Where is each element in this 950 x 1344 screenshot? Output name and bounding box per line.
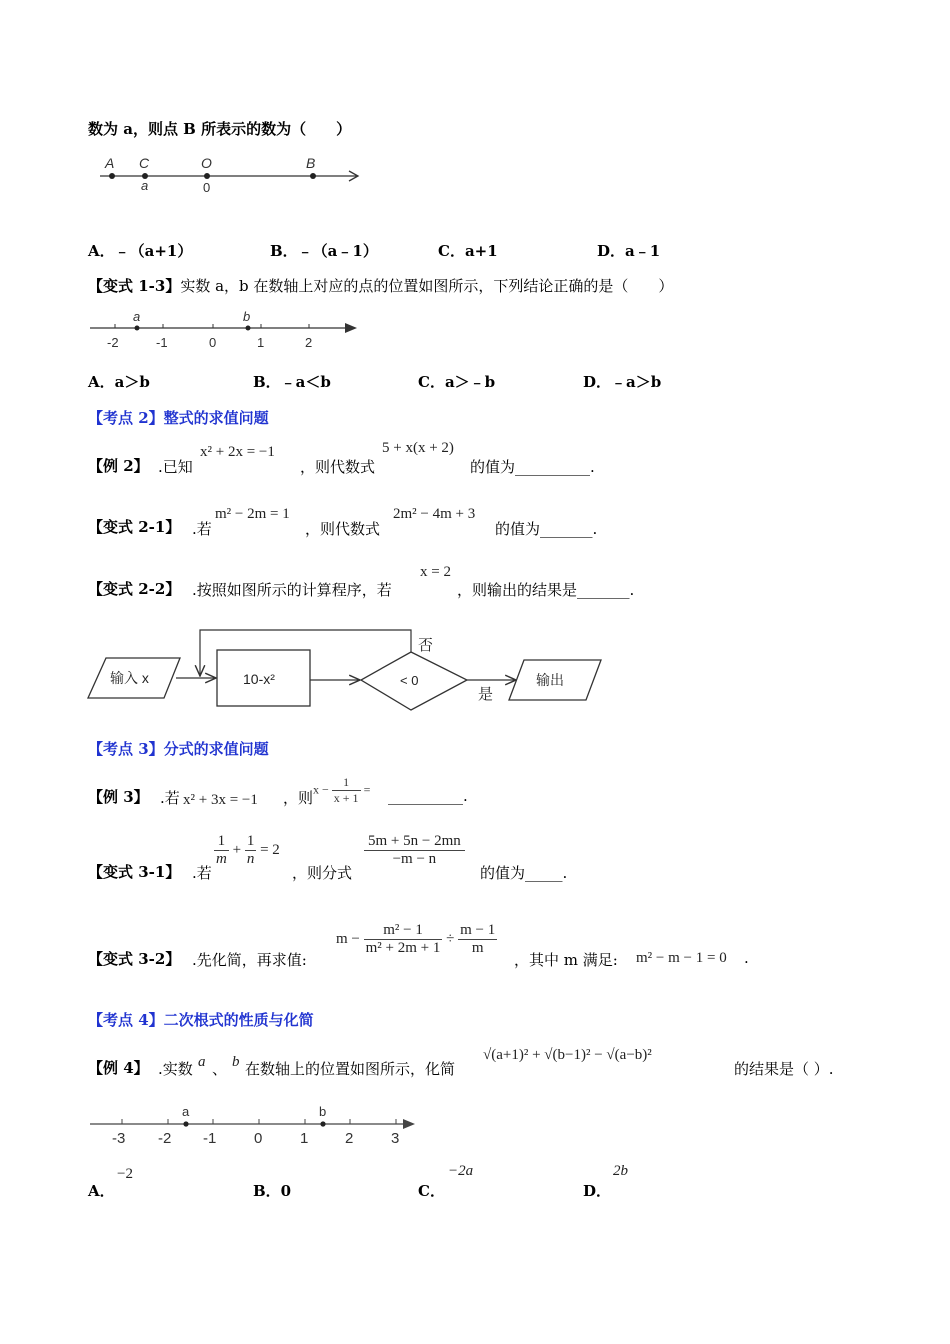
variant-2-1-condition: m² − 2m = 1 [215, 506, 290, 522]
number-line-figure-2 [85, 305, 365, 355]
example-4-b: b [232, 1054, 240, 1070]
tick-label: 0 [209, 335, 217, 350]
variant-3-2-expression [336, 922, 497, 957]
point-a [109, 173, 115, 179]
process-label: 10-x² [243, 671, 275, 687]
option-c-value: −2a [448, 1163, 474, 1179]
tick-label: 1 [300, 1130, 309, 1147]
example-2-pre: .已知 [158, 458, 193, 476]
option-b: B．﹣a＜b [253, 373, 331, 391]
option-a: A． [88, 1182, 115, 1200]
option-a: A．a＞b [88, 373, 150, 391]
example-4-expression: √(a+1)² + √(b−1)² − √(a−b)² [483, 1047, 652, 1063]
variant-3-2-end: . [744, 949, 749, 967]
example-3-tag: 【例 3】 [88, 788, 149, 806]
variant-3-1-pre: .若 [192, 864, 212, 882]
label-b-upper: B [306, 155, 316, 171]
example-2-mid: ，则代数式 [300, 458, 376, 476]
expr-lead: m − [336, 930, 360, 947]
tick-label: 2 [305, 335, 313, 350]
expr-lead: x − [313, 782, 329, 797]
variant-2-1-post: 的值为_______. [495, 520, 598, 538]
numerator: 1 [246, 833, 255, 849]
section-title-4: 【考点 4】二次根式的性质与化简 [88, 1011, 314, 1029]
variant-3-1-mid: ，则分式 [292, 864, 353, 882]
label-a: a [182, 1104, 190, 1119]
variant-2-2-post: ，则输出的结果是_______. [457, 581, 635, 599]
example-2-tag: 【例 2】 [88, 457, 149, 475]
tick-label: -1 [203, 1130, 217, 1147]
variant-2-2-tag: 【变式 2-2】 [88, 580, 181, 598]
label-b: b [319, 1104, 327, 1119]
tick-label: -3 [112, 1130, 126, 1147]
question-stem: 数为 a，则点 B 所表示的数为（ ） [88, 120, 352, 138]
fraction-1-over-m [214, 833, 229, 868]
option-b: B．0 [253, 1182, 292, 1200]
variant-3-1-condition [214, 833, 280, 868]
numerator: m² − 1 [364, 922, 443, 940]
example-2-post: 的值为__________. [470, 458, 595, 476]
numerator: m − 1 [460, 922, 496, 938]
label-o: O [201, 155, 212, 171]
decision-label: < 0 [400, 673, 419, 688]
equals-two: = 2 [260, 841, 280, 858]
tick-label: 3 [391, 1130, 400, 1147]
flowchart [80, 622, 610, 718]
label-a: a [133, 309, 141, 324]
divide: ÷ [446, 930, 455, 947]
option-d: D．﹣a＞b [583, 373, 662, 391]
option-c: C． [418, 1182, 445, 1200]
label-b: b [243, 309, 251, 324]
numerator: 1 [214, 833, 229, 851]
example-2-condition: x² + 2x = −1 [200, 444, 275, 460]
axis-arrow [403, 1119, 415, 1129]
numerator: 5m + 5n − 2mn [364, 833, 465, 851]
fraction-2 [458, 922, 497, 957]
variant-3-2-tag: 【变式 3-2】 [88, 950, 181, 968]
label-zero: 0 [203, 180, 211, 195]
option-c: C．a＞﹣b [418, 373, 496, 391]
variant-3-2-pre: .先化简，再求值: [192, 951, 307, 969]
variant-3-1-fraction [364, 833, 465, 868]
point-a [135, 326, 140, 331]
point-o [204, 173, 210, 179]
variant-1-3 [88, 275, 673, 296]
example-4-sep: 、 [212, 1060, 228, 1078]
tick-label: 0 [254, 1130, 263, 1147]
example-3-blank: __________. [388, 787, 468, 805]
variant-3-2-condition: m² − m − 1 = 0 [636, 950, 727, 966]
output-label: 输出 [536, 672, 564, 688]
equals: = [363, 782, 371, 797]
yes-label: 是 [478, 686, 494, 703]
variant-2-2-condition: x = 2 [420, 564, 451, 580]
axis-arrow [345, 323, 357, 333]
point-b [320, 1121, 325, 1126]
tick-label: -2 [107, 335, 119, 350]
example-3-mid: ，则 [283, 789, 314, 807]
tick-label: 2 [345, 1130, 354, 1147]
section-title-2: 【考点 2】整式的求值问题 [88, 409, 269, 427]
option-d-value: 2b [613, 1163, 628, 1179]
fraction-1-over-n [245, 833, 257, 868]
denominator: n [246, 851, 255, 867]
variant-3-2-mid: ，其中 m 满足: [514, 951, 618, 969]
section-title-3: 【考点 3】分式的求值问题 [88, 740, 269, 758]
tick-label: 1 [257, 335, 265, 350]
variant-2-2-pre: .按照如图所示的计算程序，若 [192, 581, 392, 599]
option-b: B．﹣（a﹣1） [270, 242, 378, 260]
example-3-condition: x² + 3x = −1 [183, 792, 258, 808]
example-4-a: a [198, 1054, 206, 1070]
variant-tag: 【变式 1-3】 [88, 277, 181, 295]
tick-label: -1 [156, 335, 168, 350]
denominator: m [471, 940, 484, 956]
example-3-expression [313, 775, 370, 806]
option-d: D．a﹣1 [597, 242, 661, 260]
label-a-value: a [141, 178, 149, 193]
example-4-mid: 在数轴上的位置如图所示，化简 [245, 1060, 456, 1078]
example-4-tag: 【例 4】 [88, 1059, 149, 1077]
variant-2-1-pre: .若 [192, 520, 212, 538]
variant-3-1-post: 的值为_____. [480, 864, 568, 882]
point-a [183, 1121, 188, 1126]
example-4-pre: .实数 [158, 1060, 193, 1078]
denominator: −m − n [392, 851, 437, 867]
variant-2-1-expression: 2m² − 4m + 3 [393, 506, 476, 522]
example-3-pre: .若 [160, 789, 180, 807]
plus: + [232, 841, 242, 858]
fraction [364, 833, 465, 868]
no-label: 否 [418, 637, 434, 654]
number-line-figure-1 [95, 150, 370, 198]
number-line-figure-3 [85, 1100, 425, 1150]
numerator: 1 [332, 775, 361, 791]
option-d: D． [583, 1182, 612, 1200]
denominator: m [216, 851, 227, 867]
point-b [246, 326, 251, 331]
denominator: x + 1 [333, 791, 359, 805]
fraction [332, 775, 361, 806]
tick-label: -2 [158, 1130, 172, 1147]
variant-text: 实数 a，b 在数轴上对应的点的位置如图所示，下列结论正确的是（ ） [180, 277, 674, 295]
option-a-value: −2 [117, 1166, 133, 1182]
point-b [310, 173, 316, 179]
input-label: 输入 x [110, 670, 149, 686]
label-c: C [139, 155, 150, 171]
option-a: A．﹣（a+1） [88, 242, 193, 260]
fraction-1 [364, 922, 443, 957]
label-a-upper: A [105, 155, 115, 171]
denominator: m² + 2m + 1 [365, 940, 441, 956]
option-c: C．a+1 [438, 242, 498, 260]
variant-2-1-tag: 【变式 2-1】 [88, 518, 181, 536]
example-4-post: 的结果是（ ）. [734, 1060, 834, 1078]
variant-2-1-mid: ，则代数式 [305, 520, 381, 538]
example-2-expression: 5 + x(x + 2) [382, 440, 454, 456]
variant-3-1-tag: 【变式 3-1】 [88, 863, 181, 881]
